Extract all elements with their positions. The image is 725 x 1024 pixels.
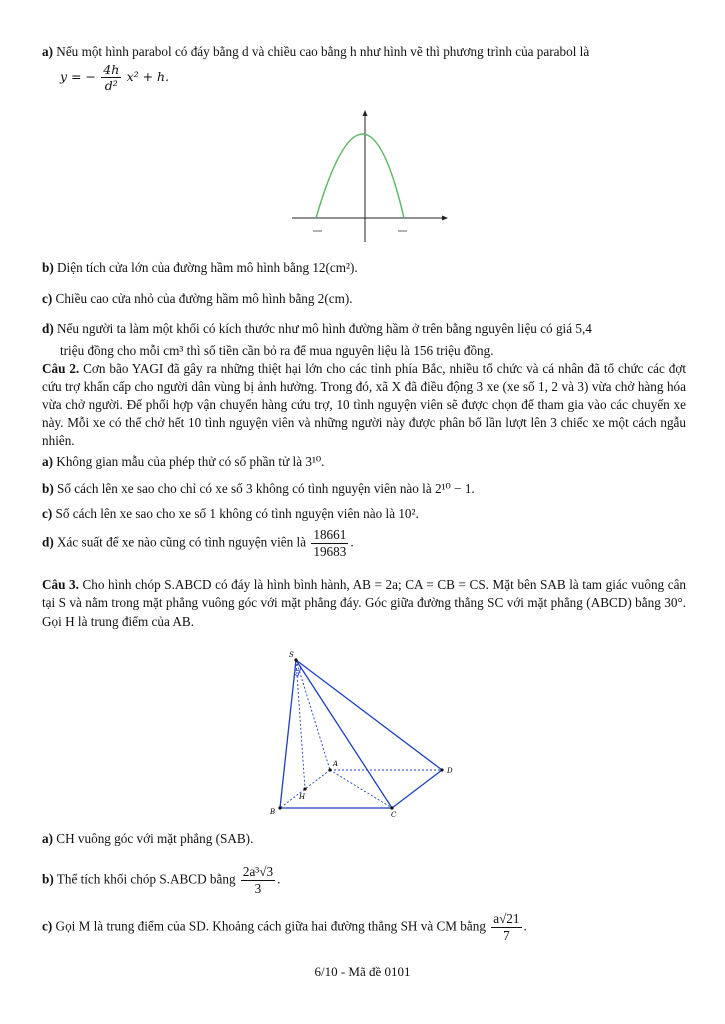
cau3-c-label: c) — [42, 918, 53, 934]
cau2-d-den: 19683 — [313, 543, 347, 559]
cau2-question — [42, 360, 686, 450]
eq-num: 4h — [103, 62, 120, 77]
cau2-b-label: b) — [42, 481, 54, 496]
cau3-a-text: CH vuông góc với mặt phẳng (SAB). — [56, 831, 254, 846]
y-axis-arrow-icon — [363, 110, 368, 116]
segment-SH — [296, 660, 305, 789]
cau2-d-num: 18661 — [313, 527, 347, 542]
part-b — [42, 258, 686, 277]
label-S: S — [289, 651, 294, 659]
pyramid-figure — [248, 646, 468, 822]
cau3-question — [42, 576, 686, 631]
part-c-label: c) — [42, 291, 53, 306]
cau3-text: Cho hình chóp S.ABCD có đáy là hình bình hành, AB = 2a; CA = CB = CS. Mặt bên SAB là tam giác vuông cân tại S và nằm trong mặt phẳng vuông góc với mặt phẳng đáy. Góc giữa đường thẳng SC với mặt phẳng (ABCD) bằng 30°. Gọi H là trung điểm của AB. — [42, 577, 687, 629]
vertex-S — [294, 658, 297, 661]
cau2-a-text: Không gian mẫu của phép thử có số phần tử là 3¹⁰. — [56, 454, 325, 469]
cau3-b — [42, 864, 686, 897]
label-D: D — [447, 767, 453, 775]
cau3-c-den: 7 — [503, 927, 510, 943]
eq-lhs: y = − — [60, 68, 96, 84]
cau3-b-label: b) — [42, 871, 54, 887]
vertex-A — [328, 768, 331, 771]
cau3-c-end: . — [523, 918, 527, 934]
cau2-b-text: Số cách lên xe sao cho chỉ có xe số 3 không có tình nguyện viên nào là 2¹⁰ − 1. — [57, 481, 475, 496]
edge-SD — [296, 660, 442, 770]
cau3-a — [42, 829, 686, 848]
part-a-label: a) — [42, 44, 53, 59]
part-a-text: Nếu một hình parabol có đáy bằng d và chiều cao bằng h như hình vẽ thì phương trình của parabol là — [56, 44, 590, 59]
cau2-d — [42, 527, 686, 560]
cau2-title: Câu 2. — [42, 361, 80, 376]
eq-fraction — [101, 62, 121, 94]
cau3-b-text: Thể tích khối chóp S.ABCD bằng — [56, 871, 236, 887]
cau2-c-label: c) — [42, 506, 53, 521]
part-d-line2: triệu đồng cho mỗi cm³ thì số tiền cần bỏ ra để mua nguyên liệu là 156 triệu đồng. — [60, 343, 494, 358]
cau3-b-den: 3 — [254, 880, 262, 896]
part-c — [42, 289, 686, 308]
parabola-equation — [60, 62, 704, 94]
cau3-c-text: Gọi M là trung điểm của SD. Khoảng cách giữa hai đường thẳng SH và CM bằng — [55, 918, 486, 934]
cau3-b-fraction — [241, 864, 275, 897]
page-footer: 6/10 - Mã đề 0101 — [314, 964, 411, 979]
eq-rest: x² + h. — [126, 68, 170, 84]
x-axis-arrow-icon — [442, 216, 448, 221]
cau3-c — [42, 911, 686, 944]
part-b-label: b) — [42, 260, 54, 275]
cau3-b-end: . — [277, 871, 281, 887]
part-b-text: Diện tích cửa lớn của đường hầm mô hình bằng 12(cm²). — [57, 260, 358, 275]
vertex-C — [390, 806, 393, 809]
part-c-text: Chiều cao cửa nhỏ của đường hầm mô hình bằng 2(cm). — [55, 291, 353, 306]
parabola-curve — [316, 134, 404, 218]
cau2-text: Cơn bão YAGI đã gây ra những thiệt hại lớn cho các tỉnh phía Bắc, nhiều tổ chức và cá nhân đã tổ chức các đợt cứu trợ khẩn cấp cho người dân vùng bị ảnh hưởng. Trong đó, xã X đã điều động 3 xe (xe số 1, 2 và 3) vừa chở hàng hóa vừa chở người. Để phối hợp vận chuyển hàng cứu trợ, 10 tình nguyện viên sẽ được chọn để tham gia vào các chuyến xe này. Mỗi xe có thể chở hết 10 tình nguyện viên và những người này được phân bố lần lượt lên 3 chiếc xe một cách ngẫu nhiên. — [42, 361, 687, 448]
cau2-d-text: Xác suất để xe nào cũng có tình nguyện viên là — [57, 534, 307, 550]
cau2-a-label: a) — [42, 454, 53, 469]
part-d-line1: Nếu người ta làm một khối có kích thước như mô hình đường hầm ở trên bằng nguyên liệu có giá 5,4 — [57, 321, 592, 336]
edge-SB — [280, 660, 296, 808]
label-B: B — [270, 808, 276, 816]
part-d-label: d) — [42, 321, 54, 336]
label-A: A — [333, 760, 339, 768]
cau3-c-num: a√21 — [493, 911, 520, 926]
edge-SC — [296, 660, 392, 808]
vertex-B — [278, 806, 281, 809]
cau2-d-end: . — [350, 534, 354, 550]
cau2-c — [42, 504, 686, 523]
cau2-a — [42, 452, 686, 471]
cau3-title: Câu 3. — [42, 577, 79, 592]
edge-CD — [392, 770, 442, 808]
part-d — [42, 319, 686, 338]
eq-den: d² — [104, 78, 118, 93]
label-C: C — [391, 811, 397, 819]
part-a — [42, 42, 686, 61]
cau2-c-text: Số cách lên xe sao cho xe số 1 không có tình nguyện viên nào là 10². — [55, 506, 419, 521]
segment-AC — [330, 770, 392, 808]
cau3-a-label: a) — [42, 831, 53, 846]
cau3-c-fraction — [491, 911, 521, 944]
edge-SA — [296, 660, 330, 770]
cau3-b-num: 2a³√3 — [242, 864, 274, 879]
label-H: H — [299, 793, 306, 801]
cau2-d-label: d) — [42, 534, 54, 550]
vertex-D — [440, 768, 443, 771]
cau2-b — [42, 479, 686, 498]
parabola-figure — [280, 108, 450, 248]
point-H — [303, 787, 306, 790]
cau2-d-fraction — [311, 527, 348, 560]
part-d-cont — [60, 341, 704, 360]
